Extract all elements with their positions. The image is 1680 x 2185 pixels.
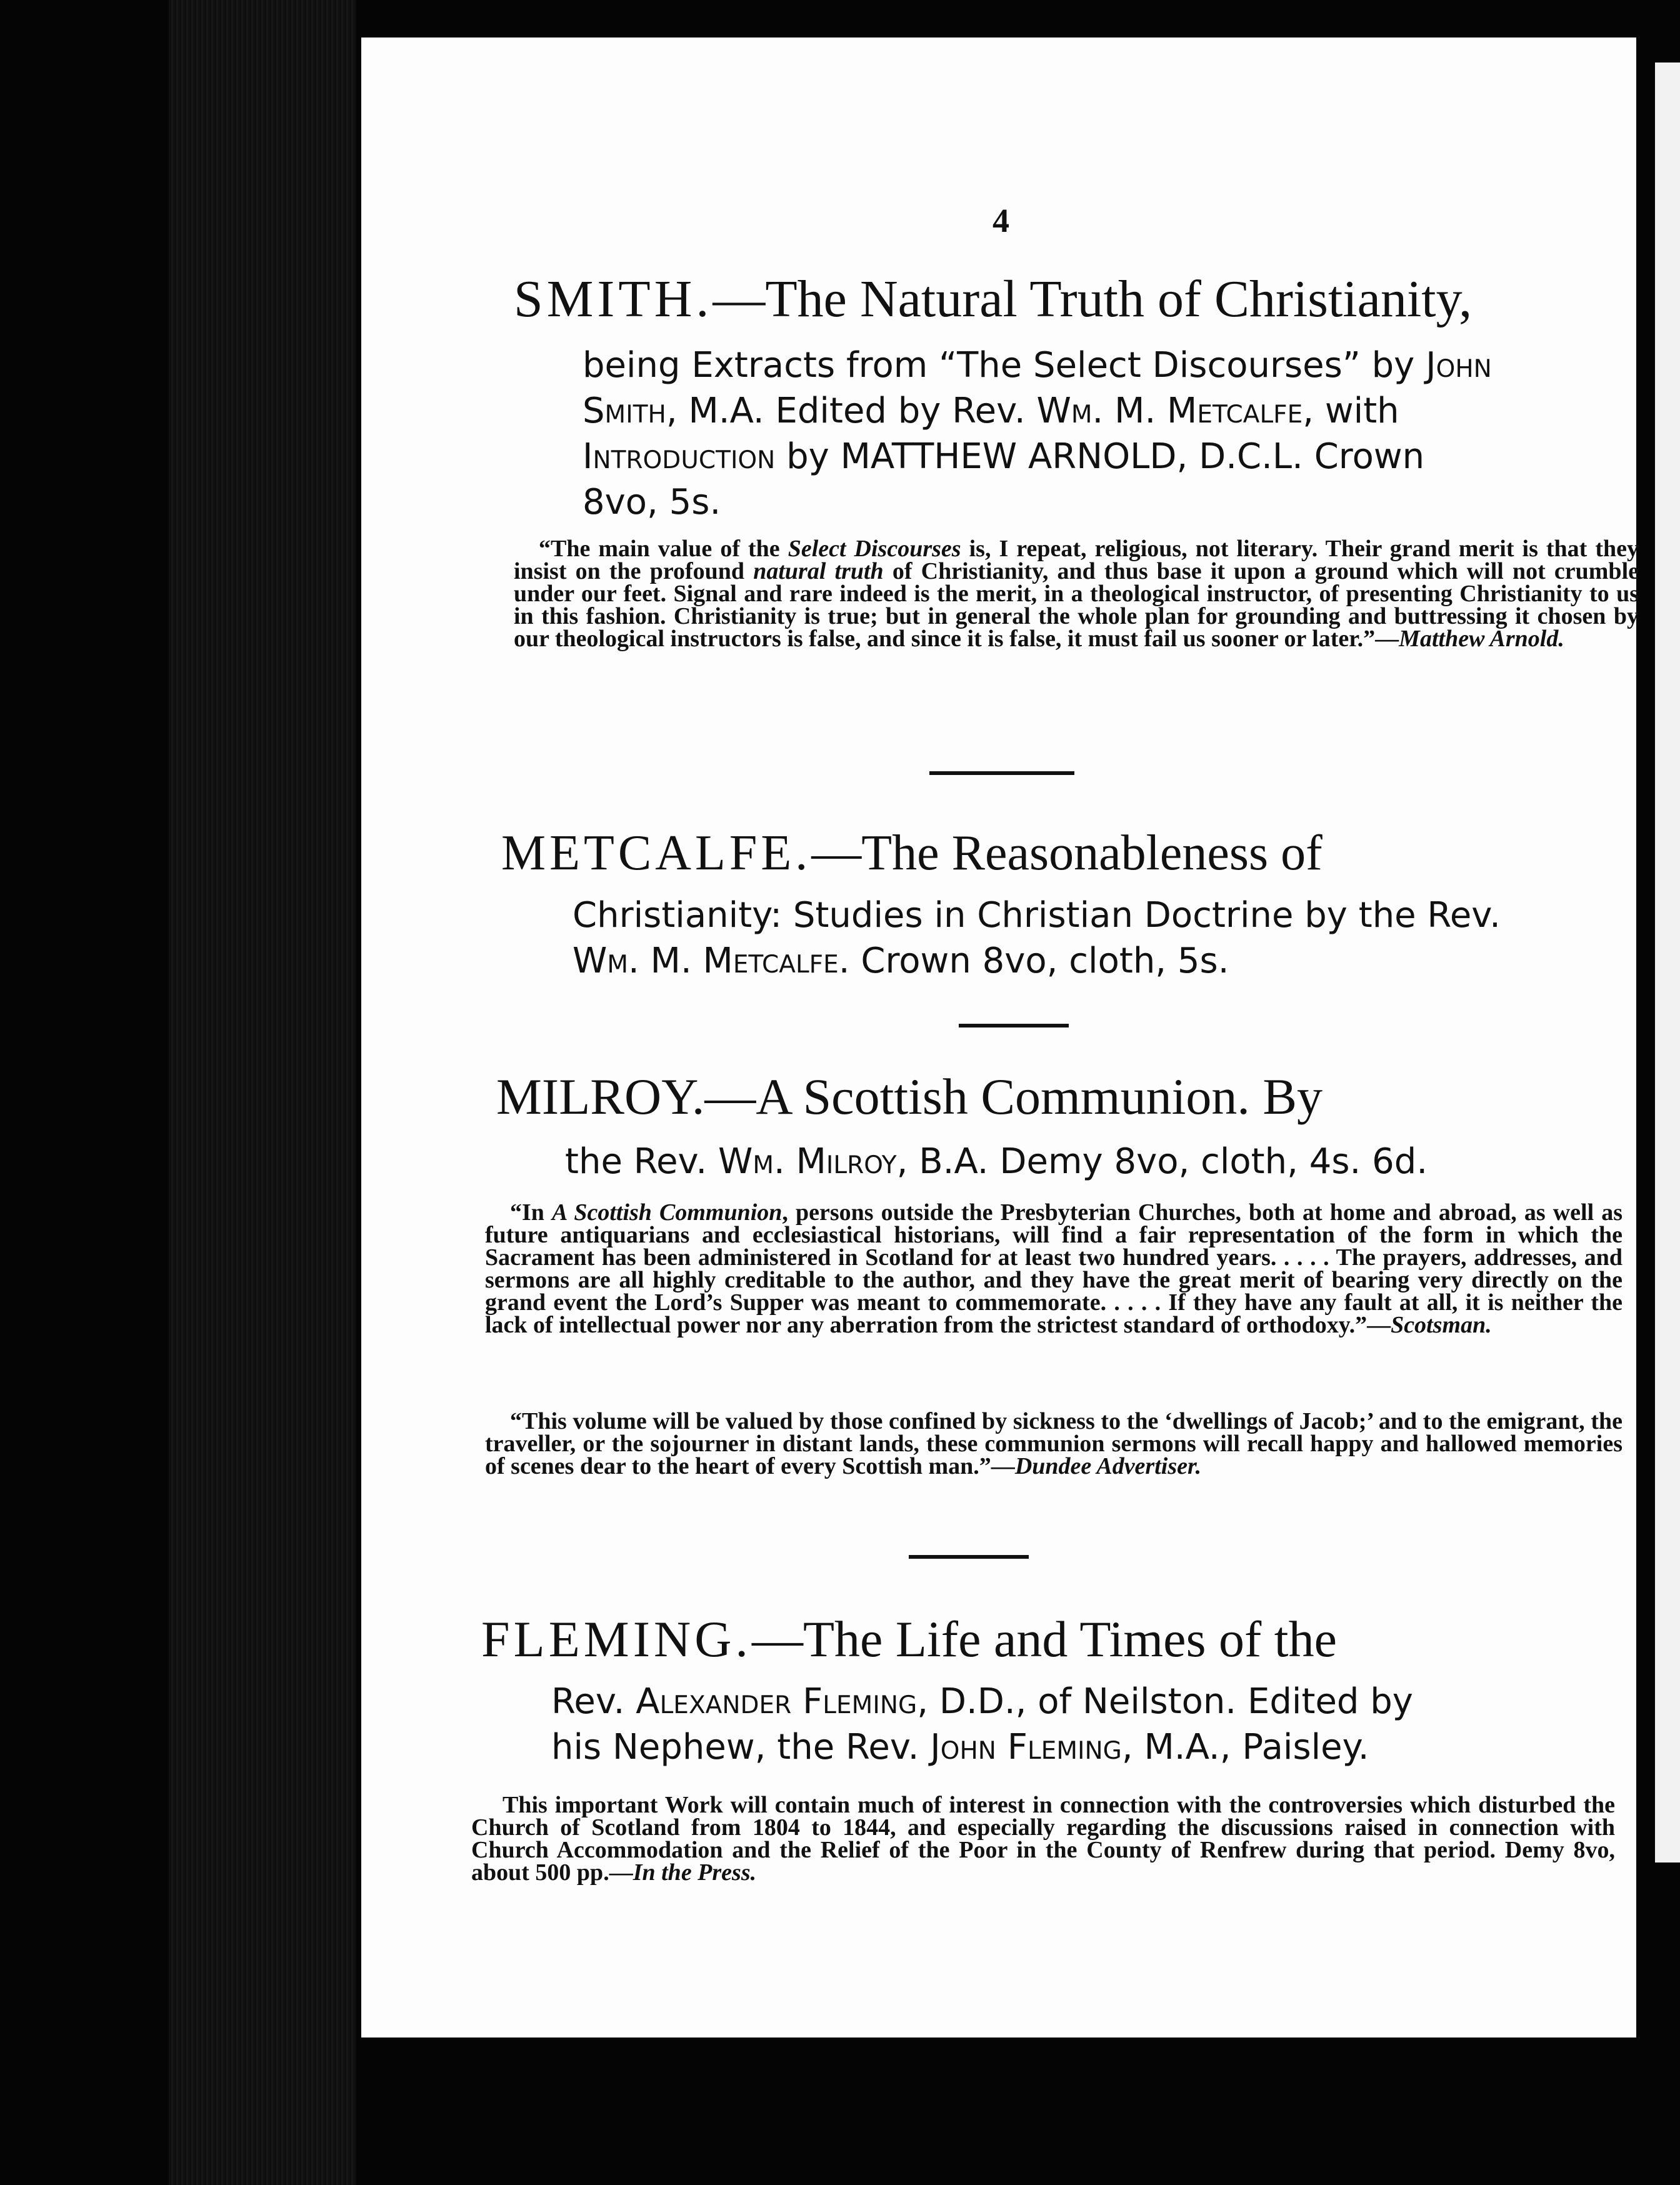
milroy-heading: [496, 1068, 1322, 1126]
milroy-detail-line-1: the Rev. Wm. Milroy, B.A. Demy 8vo, cloth, 4s. 6d.: [565, 1141, 1428, 1182]
fleming-detail: [551, 1679, 1413, 1770]
facing-page-edge: [1655, 62, 1680, 1862]
page-number: 4: [992, 202, 1009, 239]
metcalfe-detail-line-1: Christianity: Studies in Christian Doctrine by the Rev.: [572, 895, 1501, 936]
fleming-title: —The Life and Times of the: [751, 1611, 1337, 1668]
section-divider-3: [909, 1555, 1029, 1559]
metcalfe-detail-line-2: Wm. M. Metcalfe. Crown 8vo, cloth, 5s.: [572, 941, 1229, 981]
fleming-author: FLEMING.: [481, 1611, 752, 1668]
smith-author: SMITH.: [514, 270, 713, 328]
metcalfe-author: METCALFE.: [501, 826, 812, 881]
smith-review: “The main value of the Select Discourses is, I repeat, religious, not literary. Their grand merit is that they insist on the profound natural truth of Christianity, and thus base it upon a ground which will not crumble under our feet. Signal and rare indeed is the merit, in a theological instructor, of presenting Christianity to us in this fashion. Christianity is true; but in general the whole plan for grounding and buttressing it chosen by our theological instructors is false, and since it is false, it must fail us sooner or later.”—Matthew Arnold.: [514, 536, 1639, 652]
smith-detail: [582, 342, 1492, 525]
fleming-description: This important Work will contain much of interest in connection with the controversies which disturbed the Church of Scotland from 1804 to 1844, and especially regarding the discussions raised in connection with Church Accommodation and the Relief of the Poor in the County of Renfrew during that period. Demy 8vo, about 500 pp.—In the Press.: [471, 1792, 1615, 1886]
smith-detail-line-1: being Extracts from “The Select Discourses” by John: [582, 345, 1492, 386]
milroy-detail: [565, 1139, 1428, 1184]
fleming-heading: [481, 1610, 1337, 1669]
smith-title: —The Natural Truth of Christianity,: [712, 270, 1472, 328]
section-divider-2: [959, 1024, 1069, 1028]
metcalfe-heading: [501, 825, 1322, 882]
fleming-detail-line-2: his Nephew, the Rev. John Fleming, M.A., Paisley.: [551, 1727, 1369, 1768]
metcalfe-detail: [572, 892, 1501, 984]
smith-detail-line-3: Introduction by MATTHEW ARNOLD, D.C.L. Crown: [582, 436, 1425, 477]
fleming-detail-line-1: Rev. Alexander Fleming, D.D., of Neilston. Edited by: [551, 1681, 1413, 1722]
smith-detail-line-2: Smith, M.A. Edited by Rev. Wm. M. Metcalfe, with: [582, 391, 1399, 431]
milroy-review-dundee: “This volume will be valued by those confined by sickness to the ‘dwellings of Jacob;’ and to the emigrant, the traveller, or the sojourner in distant lands, these communion sermons will recall happy and hallowed memories of scenes dear to the heart of every Scottish man.”—Dundee Advertiser.: [485, 1408, 1622, 1479]
section-divider-1: [929, 771, 1074, 775]
catalogue-page: [361, 38, 1639, 2038]
milroy-title: —A Scottish Communion. By: [704, 1068, 1323, 1125]
book-spine: [169, 0, 356, 2185]
smith-detail-line-4: 8vo, 5s.: [582, 482, 721, 522]
milroy-author: MILROY.: [496, 1068, 705, 1125]
smith-heading: [514, 269, 1472, 329]
milroy-review-scotsman: “In A Scottish Communion, persons outside the Presbyterian Churches, both at home and abroad, as well as future antiquarians and ecclesiastical historians, will find a fair representation of the form in which the Sacrament has been administered in Scotland for at least two hundred years. . . . . The prayers, addresses, and sermons are all highly creditable to the author, and they have the great merit of bearing very directly on the grand event the Lord’s Supper was meant to commemorate. . . . . If they have any fault at all, it is neither the lack of intellectual power nor any aberration from the strictest standard of orthodoxy.”—Scotsman.: [485, 1199, 1622, 1338]
metcalfe-title: —The Reasonableness of: [811, 826, 1322, 881]
